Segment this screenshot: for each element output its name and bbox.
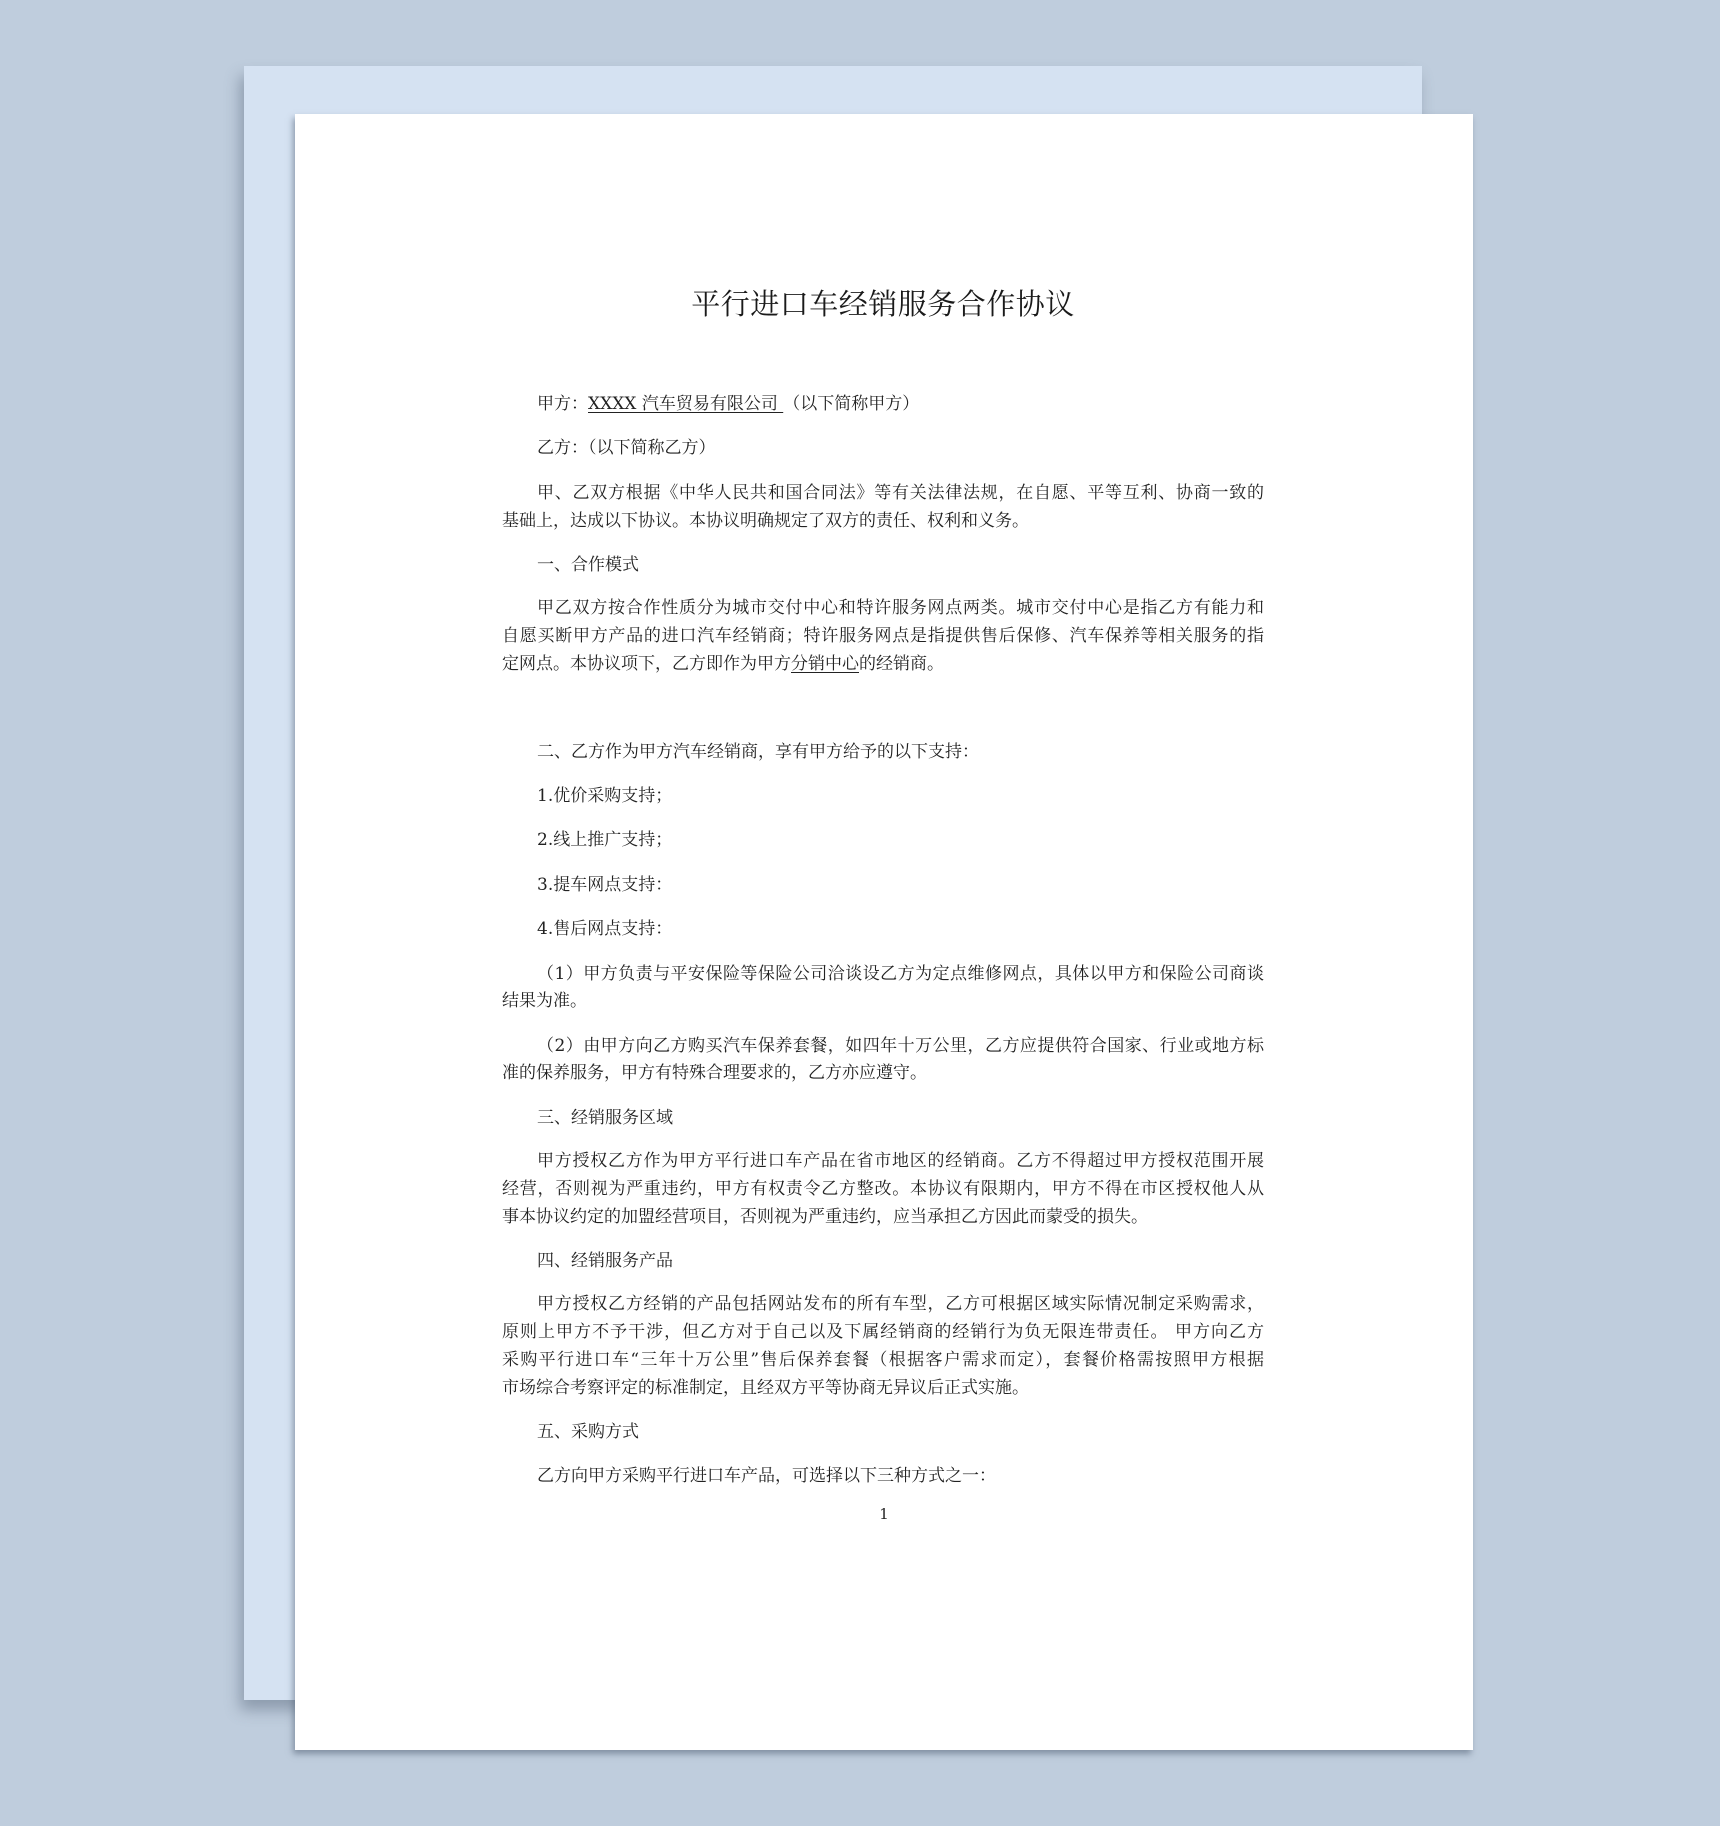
party-a-suffix: （以下简称甲方）	[783, 394, 920, 414]
paragraph-line: 甲方授权乙方作为甲方平行进口车产品在省市地区的经销商。乙方不得超过甲方授权范围开展	[537, 1151, 1264, 1171]
party-b-label: 乙方：	[537, 438, 588, 458]
party-a-name: XXXX 汽车贸易有限公司	[588, 394, 784, 414]
sub-item-line: 结果为准。	[502, 991, 587, 1011]
list-item: 3.提车网点支持：	[537, 875, 673, 895]
party-b-line	[502, 434, 716, 462]
paragraph-line	[502, 650, 944, 678]
party-a-line	[502, 390, 919, 418]
page-number: 1	[879, 1505, 889, 1523]
section-heading: 四、经销服务产品	[537, 1251, 673, 1271]
sub-item-line: （2）由甲方向乙方购买汽车保养套餐，如四年十万公里，乙方应提供符合国家、行业或地方标	[537, 1036, 1264, 1056]
paragraph-line: 市场综合考察评定的标准制定，且经双方平等协商无异议后正式实施。	[502, 1378, 1029, 1398]
section-heading: 三、经销服务区域	[537, 1108, 673, 1128]
paragraph-line: 采购平行进口车“三年十万公里”售后保养套餐（根据客户需求而定），套餐价格需按照甲方根据	[502, 1350, 1264, 1370]
paragraph-line: 事本协议约定的加盟经营项目，否则视为严重违约，应当承担乙方因此而蒙受的损失。	[502, 1207, 1148, 1227]
paragraph-line: 自愿买断甲方产品的进口汽车经销商；特许服务网点是指提供售后保修、汽车保养等相关服务的指	[502, 626, 1264, 646]
paragraph-line: 乙方向甲方采购平行进口车产品，可选择以下三种方式之一：	[537, 1466, 996, 1486]
sub-item-line: 准的保养服务，甲方有特殊合理要求的，乙方亦应遵守。	[502, 1063, 927, 1083]
document-title: 平行进口车经销服务合作协议	[691, 287, 1075, 321]
paragraph-line: 原则上甲方不予干涉，但乙方对于自己以及下属经销商的经销行为负无限连带责任。 甲方向乙方	[502, 1322, 1264, 1342]
party-a-label: 甲方：	[537, 394, 588, 414]
underlined-term: 分销中心	[791, 654, 859, 674]
intro-line: 甲、乙双方根据《中华人民共和国合同法》等有关法律法规，在自愿、平等互利、协商一致的	[537, 483, 1264, 503]
paragraph-line: 经营，否则视为严重违约，甲方有权责令乙方整改。本协议有限期内，甲方不得在市区授权他人从	[502, 1179, 1264, 1199]
list-item: 2.线上推广支持；	[537, 830, 673, 850]
text-segment: 的经销商。	[859, 654, 944, 674]
sub-item-line: （1）甲方负责与平安保险等保险公司洽谈设乙方为定点维修网点，具体以甲方和保险公司商谈	[537, 964, 1264, 984]
section-heading: 五、采购方式	[537, 1422, 639, 1442]
list-item: 1.优价采购支持；	[537, 786, 673, 806]
section-heading: 一、合作模式	[537, 555, 639, 575]
list-item: 4.售后网点支持：	[537, 919, 673, 939]
paragraph-line: 甲乙双方按合作性质分为城市交付中心和特许服务网点两类。城市交付中心是指乙方有能力和	[537, 598, 1264, 618]
section-heading: 二、乙方作为甲方汽车经销商，享有甲方给予的以下支持：	[537, 742, 979, 762]
document-page	[295, 114, 1473, 1750]
intro-line: 基础上，达成以下协议。本协议明确规定了双方的责任、权利和义务。	[502, 511, 1029, 531]
text-segment: 定网点。本协议项下，乙方即作为甲方	[502, 654, 791, 674]
paragraph-line: 甲方授权乙方经销的产品包括网站发布的所有车型，乙方可根据区域实际情况制定采购需求，	[537, 1294, 1264, 1314]
party-b-suffix: （以下简称乙方）	[588, 438, 716, 458]
